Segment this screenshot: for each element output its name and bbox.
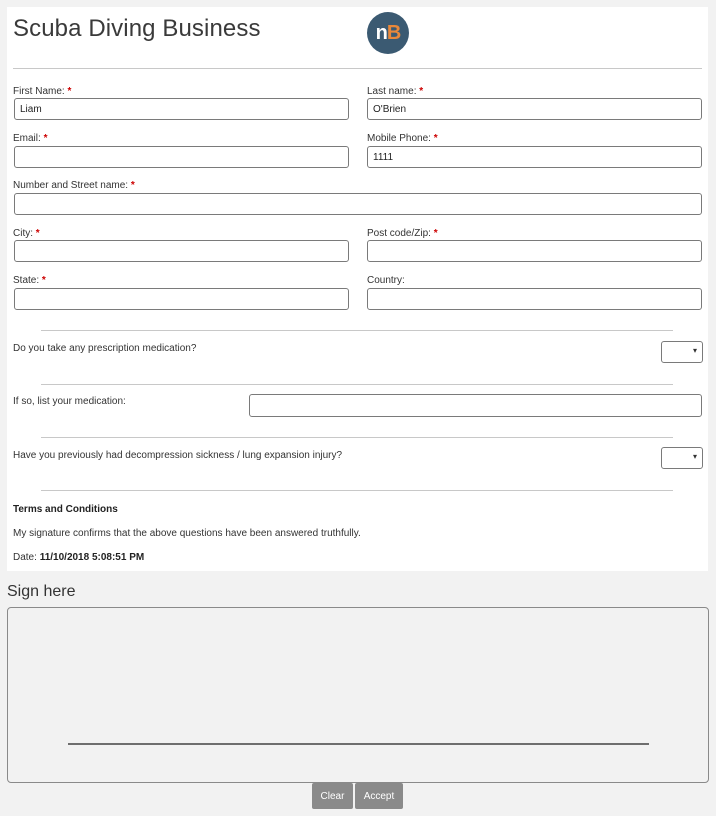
medication-list-label: If so, list your medication:	[13, 396, 126, 407]
email-input[interactable]	[14, 146, 349, 168]
mobile-phone-label: Mobile Phone: *	[367, 133, 438, 144]
date-value: 11/10/2018 5:08:51 PM	[39, 552, 145, 563]
required-marker: *	[41, 275, 46, 286]
city-input[interactable]	[14, 240, 349, 262]
page-title: Scuba Diving Business	[13, 15, 261, 42]
date-line	[13, 552, 144, 563]
postcode-input[interactable]	[367, 240, 702, 262]
section-divider	[41, 437, 673, 438]
form-card	[7, 7, 708, 571]
section-divider	[41, 384, 673, 385]
medication-question: Do you take any prescription medication?	[13, 343, 197, 354]
required-marker: *	[67, 86, 72, 97]
required-marker: *	[35, 228, 40, 239]
required-marker: *	[419, 86, 424, 97]
signature-pad[interactable]	[7, 607, 709, 783]
terms-text: My signature confirms that the above questions have been answered truthfully.	[13, 528, 361, 539]
street-label: Number and Street name: *	[13, 180, 135, 191]
terms-heading: Terms and Conditions	[13, 504, 118, 515]
postcode-label: Post code/Zip: *	[367, 228, 438, 239]
country-label: Country:	[367, 275, 405, 286]
date-label: Date:	[13, 552, 37, 563]
section-divider	[41, 490, 673, 491]
last-name-label: Last name: *	[367, 86, 424, 97]
street-input[interactable]	[14, 193, 702, 215]
logo-letter-n: n	[375, 21, 387, 44]
mobile-phone-input[interactable]	[367, 146, 702, 168]
signature-baseline	[68, 743, 649, 745]
city-label: City: *	[13, 228, 40, 239]
required-marker: *	[433, 228, 438, 239]
sign-here-title: Sign here	[7, 583, 76, 600]
logo-letter-b: B	[386, 21, 401, 44]
email-label: Email: *	[13, 133, 48, 144]
required-marker: *	[130, 180, 135, 191]
required-marker: *	[433, 133, 438, 144]
accept-button[interactable]: Accept	[355, 783, 403, 809]
decompression-select[interactable]	[661, 447, 703, 469]
chevron-down-icon: ▾	[692, 346, 697, 355]
last-name-input[interactable]	[367, 98, 702, 120]
section-divider	[41, 330, 673, 331]
state-input[interactable]	[14, 288, 349, 310]
medication-list-input[interactable]	[249, 394, 702, 417]
required-marker: *	[43, 133, 48, 144]
chevron-down-icon: ▾	[692, 452, 697, 461]
first-name-input[interactable]	[14, 98, 349, 120]
first-name-label: First Name: *	[13, 86, 72, 97]
country-input[interactable]	[367, 288, 702, 310]
clear-button[interactable]: Clear	[312, 783, 353, 809]
medication-select[interactable]	[661, 341, 703, 363]
business-logo	[367, 12, 409, 54]
decompression-question: Have you previously had decompression sickness / lung expansion injury?	[13, 450, 343, 461]
header-divider	[13, 68, 702, 69]
state-label: State: *	[13, 275, 46, 286]
